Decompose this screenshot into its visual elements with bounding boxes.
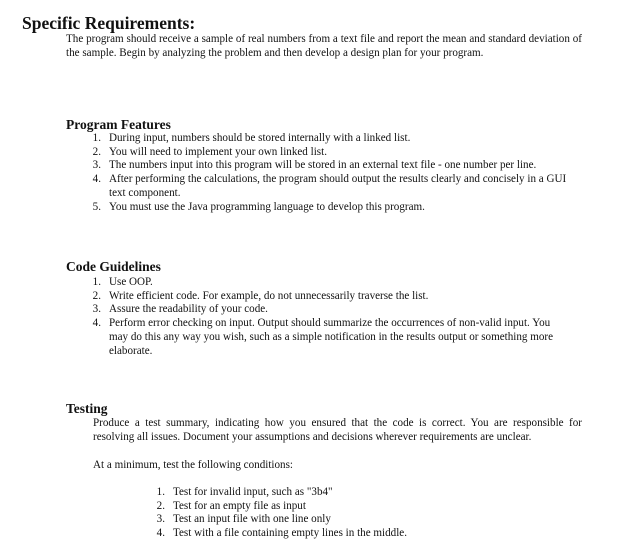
- list-item: [151, 486, 591, 500]
- list-item-text: Test with a file containing empty lines in the middle.: [173, 527, 407, 540]
- list-item-text: Test for an empty file as input: [173, 499, 306, 512]
- list-item: [151, 513, 591, 527]
- testing-heading: Testing: [66, 401, 108, 416]
- list-item-number: 4.: [92, 317, 101, 330]
- list-item-text: Assure the readability of your code.: [109, 303, 268, 316]
- list-item-number: 4.: [156, 527, 165, 540]
- list-item-text: Test an input file with one line only: [173, 513, 331, 526]
- list-item-text: After performing the calculations, the program should output the results clearly and concisely in a GUI text component.: [109, 173, 567, 199]
- list-item-number: 2.: [92, 289, 101, 302]
- list-item-text: You will need to implement your own linked list.: [109, 145, 327, 158]
- list-item-text: Test for invalid input, such as "3b4": [173, 486, 333, 498]
- list-item-text: Perform error checking on input. Output should summarize the occurrences of non-valid input. You may do this any way you wish, such as a simple notification in the results output or something more elaborate.: [109, 317, 553, 357]
- code-guidelines-list: [87, 276, 567, 358]
- page-title: Specific Requirements:: [22, 13, 196, 33]
- testing-paragraph: Produce a test summary, indicating how you ensured that the code is correct. You are responsible for resolving all issues. Document your assumptions and decisions wherever requirements are unclear.: [93, 417, 582, 443]
- list-item-number: 2.: [156, 499, 165, 512]
- list-item: [87, 303, 567, 317]
- list-item: [87, 317, 567, 358]
- list-item: [87, 201, 584, 215]
- list-item: [87, 146, 584, 160]
- program-features-heading: Program Features: [66, 117, 171, 132]
- list-item-text: You must use the Java programming language to develop this program.: [109, 200, 425, 213]
- list-item-number: 3.: [92, 303, 101, 316]
- list-item: [87, 159, 584, 173]
- list-item: [151, 500, 591, 514]
- list-item: [87, 290, 567, 304]
- list-item: [87, 173, 584, 200]
- testing-conditions-list: [151, 486, 591, 541]
- list-item: [87, 132, 584, 146]
- list-item-text: Use OOP.: [109, 276, 153, 288]
- list-item-text: Write efficient code. For example, do not unnecessarily traverse the list.: [109, 289, 429, 302]
- intro-paragraph: The program should receive a sample of real numbers from a text file and report the mean and standard deviation of the sample. Begin by analyzing the problem and then develop a design plan for your program.: [66, 33, 582, 59]
- list-item-number: 3.: [156, 513, 165, 526]
- list-item: [87, 276, 567, 290]
- program-features-list: [87, 132, 584, 214]
- testing-minimum-label: At a minimum, test the following conditions:: [93, 459, 293, 471]
- list-item: [151, 527, 591, 541]
- list-item-number: 1.: [92, 276, 101, 288]
- list-item-number: 2.: [92, 145, 101, 158]
- list-item-number: 1.: [92, 132, 101, 144]
- list-item-text: During input, numbers should be stored internally with a linked list.: [109, 132, 411, 144]
- list-item-number: 1.: [156, 486, 165, 498]
- list-item-number: 4.: [92, 173, 101, 186]
- list-item-number: 3.: [92, 159, 101, 172]
- list-item-number: 5.: [92, 200, 101, 213]
- list-item-text: The numbers input into this program will be stored in an external text file - one number per line.: [109, 159, 537, 172]
- code-guidelines-heading: Code Guidelines: [66, 259, 161, 274]
